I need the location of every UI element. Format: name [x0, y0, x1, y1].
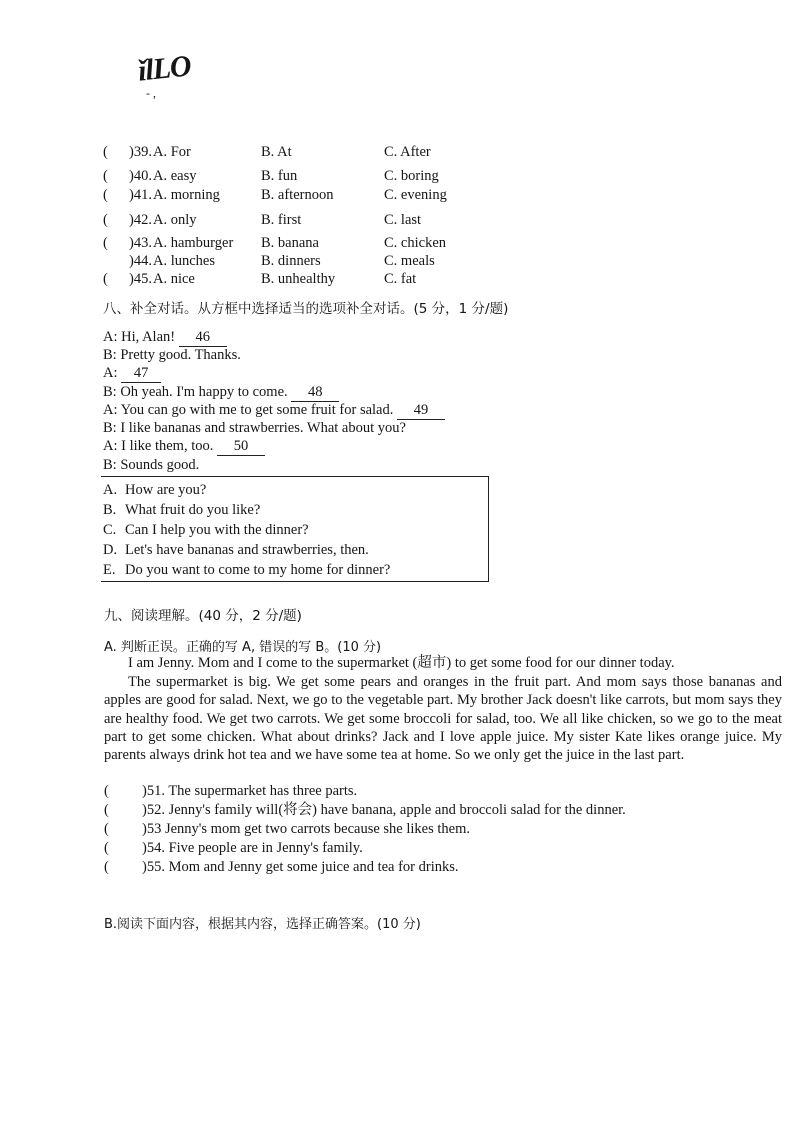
dialogue-text: B: Oh yeah. I'm happy to come.	[103, 384, 292, 400]
question-39	[103, 143, 783, 161]
option-c: C. last	[384, 212, 422, 228]
option-c: C. evening	[384, 187, 447, 203]
option-c: C. fat	[384, 271, 417, 287]
option-text: Can I help you with the dinner?	[125, 522, 309, 538]
option-a: A. For	[153, 144, 191, 160]
judgement-text: )55. Mom and Jenny get some juice and tea for drinks.	[142, 859, 459, 875]
answer-blank[interactable]: 49	[397, 401, 445, 420]
option-letter: D.	[103, 542, 118, 558]
dialogue-text: B: I like bananas and strawberries. What about you?	[103, 420, 406, 436]
question-number: )40.	[129, 168, 152, 184]
dialogue-line	[103, 401, 445, 420]
answer-paren[interactable]: (	[104, 783, 109, 799]
question-number: )41.	[129, 187, 152, 203]
dialogue-line	[103, 383, 339, 402]
dialogue-text: A:	[103, 365, 122, 381]
option-item	[103, 541, 369, 559]
dialogue-line	[103, 419, 406, 437]
dialogue-text: A: I like them, too.	[103, 438, 217, 454]
option-b: B. first	[261, 212, 302, 228]
option-b: B. At	[261, 144, 292, 160]
answer-paren[interactable]: (	[104, 859, 109, 875]
question-42	[103, 211, 783, 229]
option-a: A. hamburger	[153, 235, 234, 251]
option-letter: B.	[103, 502, 117, 518]
dialogue-text: A: You can go with me to get some fruit for salad.	[103, 402, 397, 418]
judgement-item	[104, 820, 470, 838]
option-c: C. meals	[384, 253, 435, 269]
option-letter: E.	[103, 562, 116, 578]
option-item	[103, 521, 309, 539]
option-letter: C.	[103, 522, 117, 538]
dialogue-text: B: Pretty good. Thanks.	[103, 347, 241, 363]
option-b: B. afternoon	[261, 187, 334, 203]
question-41	[103, 186, 783, 204]
question-40	[103, 167, 783, 185]
question-number: )43.	[129, 235, 152, 251]
option-text: What fruit do you like?	[125, 502, 261, 518]
reading-paragraph-2: The supermarket is big. We get some pears and oranges in the fruit part. And mom says those bananas and apples are good for salad. Next, we go to the vegetable part. My brother Jack doesn't like carrots, but mom says they are healthy food. We get two carrots. We get some broccoli for salad, too. We all like chicken, so we go to the meat part to get some chicken. What about drinks? Jack and I love apple juice. My sister Kate likes orange juice. My parents always drink hot tea and we have some tea at home. So we only get the juice in the last part.	[104, 674, 782, 764]
judgement-item	[104, 839, 363, 857]
scan-mark: - ,	[146, 86, 156, 100]
option-item	[103, 501, 260, 519]
answer-paren[interactable]: (	[103, 235, 108, 251]
reading-paragraph-1: I am Jenny. Mom and I come to the supermarket (超市) to get some food for our dinner today.	[128, 655, 675, 671]
handwritten-mark: ǐlLO	[136, 49, 193, 88]
answer-blank[interactable]: 47	[121, 364, 161, 383]
question-45	[103, 270, 783, 288]
judgement-item	[104, 858, 459, 876]
section-8-title: 八、补全对话。从方框中选择适当的选项补全对话。(5 分，1 分/题)	[103, 301, 509, 317]
answer-blank[interactable]: 46	[179, 328, 227, 347]
option-b: B. dinners	[261, 253, 321, 269]
judgement-item	[104, 782, 357, 800]
answer-blank[interactable]: 50	[217, 437, 265, 456]
question-number: )39.	[129, 144, 152, 160]
dialogue-line	[103, 346, 241, 364]
part-a-title: A. 判断正误。正确的写 A, 错误的写 B。(10 分)	[104, 640, 382, 655]
option-letter: A.	[103, 482, 118, 498]
option-text: How are you?	[125, 482, 207, 498]
answer-paren[interactable]: (	[103, 168, 108, 184]
answer-paren[interactable]: (	[104, 840, 109, 856]
judgement-item	[104, 801, 626, 819]
dialogue-line	[103, 456, 199, 474]
judgement-text: )54. Five people are in Jenny's family.	[142, 840, 363, 856]
option-b: B. unhealthy	[261, 271, 336, 287]
option-item	[103, 561, 390, 579]
judgement-text: )51. The supermarket has three parts.	[142, 783, 358, 799]
judgement-text: )52. Jenny's family will(将会) have banana, apple and broccoli salad for the dinner.	[142, 802, 626, 818]
answer-paren[interactable]: (	[104, 821, 109, 837]
option-a: A. lunches	[153, 253, 216, 269]
option-text: Do you want to come to my home for dinner?	[125, 562, 391, 578]
option-a: A. easy	[153, 168, 197, 184]
dialogue-line	[103, 328, 227, 347]
option-text: Let's have bananas and strawberries, then.	[125, 542, 369, 558]
answer-paren[interactable]: (	[103, 187, 108, 203]
option-c: C. boring	[384, 168, 439, 184]
option-a: A. only	[153, 212, 197, 228]
option-c: C. chicken	[384, 235, 447, 251]
section-9-title: 九、阅读理解。(40 分，2 分/题)	[104, 608, 302, 624]
dialogue-text: A: Hi, Alan!	[103, 329, 179, 345]
answer-paren[interactable]: (	[103, 212, 108, 228]
option-b: B. banana	[261, 235, 319, 251]
dialogue-line	[103, 364, 161, 383]
question-44	[103, 252, 783, 270]
answer-paren[interactable]: (	[104, 802, 109, 818]
question-43	[103, 234, 783, 252]
question-number: )42.	[129, 212, 152, 228]
dialogue-text: B: Sounds good.	[103, 457, 200, 473]
answer-blank[interactable]: 48	[291, 383, 339, 402]
option-c: C. After	[384, 144, 431, 160]
question-number: )45.	[129, 271, 152, 287]
answer-paren[interactable]: (	[103, 271, 108, 287]
option-b: B. fun	[261, 168, 298, 184]
dialogue-line	[103, 437, 265, 456]
judgement-text: )53 Jenny's mom get two carrots because she likes them.	[142, 821, 470, 837]
option-a: A. morning	[153, 187, 220, 203]
option-a: A. nice	[153, 271, 195, 287]
answer-paren[interactable]: (	[103, 144, 108, 160]
option-item	[103, 481, 206, 499]
part-b-title: B.阅读下面内容，根据其内容，选择正确答案。(10 分)	[104, 917, 421, 932]
question-number: )44.	[129, 253, 152, 269]
